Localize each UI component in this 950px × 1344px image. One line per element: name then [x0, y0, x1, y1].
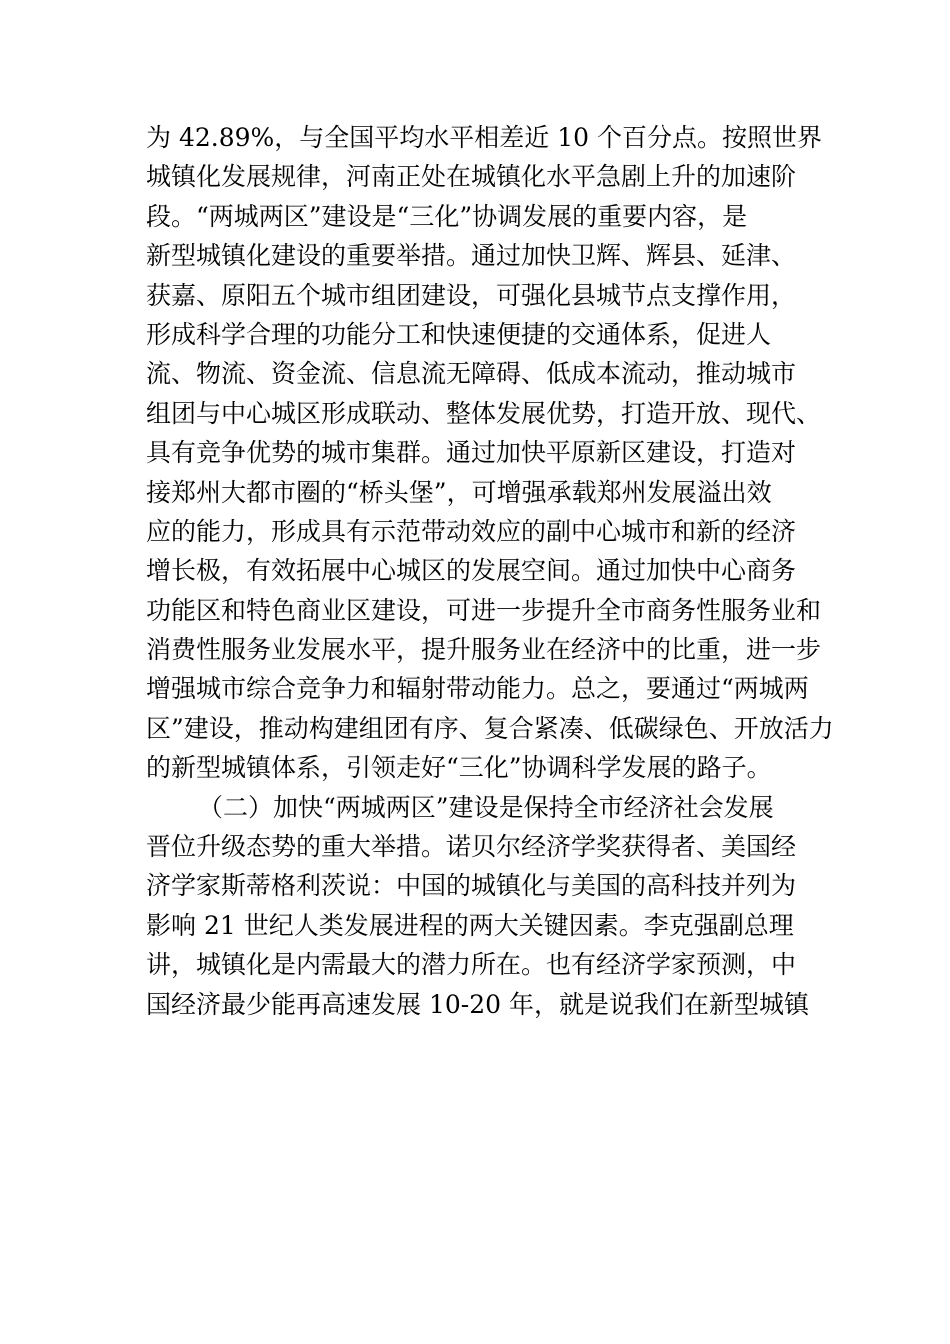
text-line: 组团与中心城区形成联动、整体发展优势，打造开放、现代、 [146, 398, 822, 428]
text-line: 消费性服务业发展水平，提升服务业在经济中的比重，进一步 [146, 635, 822, 665]
text-line: 段。“两城两区”建设是“三化”协调发展的重要内容，是 [146, 201, 748, 231]
text-line: 功能区和特色商业区建设，可进一步提升全市商务性服务业和 [146, 595, 822, 625]
text-line: 讲，城镇化是内需最大的潜力所在。也有经济学家预测，中 [146, 950, 797, 980]
text-line: 形成科学合理的功能分工和快速便捷的交通体系，促进人 [146, 319, 772, 349]
text-line: 城镇化发展规律，河南正处在城镇化水平急剧上升的加速阶 [146, 162, 797, 192]
text-line: 流、物流、资金流、信息流无障碍、低成本流动，推动城市 [146, 359, 797, 389]
text-line: 为 42.89%，与全国平均水平相差近 10 个百分点。按照世界 [146, 123, 822, 152]
text-line: 国经济最少能再高速发展 10-20 年，就是说我们在新型城镇 [146, 989, 809, 1019]
text-line: 具有竞争优势的城市集群。通过加快平原新区建设，打造对 [146, 438, 797, 468]
body-text [146, 118, 836, 1024]
text-line: 区”建设，推动构建组团有序、复合紧凑、低碳绿色、开放活力 [146, 713, 834, 743]
text-line: 增强城市综合竞争力和辐射带动能力。总之，要通过“两城两 [146, 674, 809, 704]
text-line: 济学家斯蒂格利茨说：中国的城镇化与美国的高科技并列为 [146, 871, 797, 901]
text-line: 晋位升级态势的重大举措。诺贝尔经济学奖获得者、美国经 [146, 832, 797, 862]
text-line: 接郑州大都市圈的“桥头堡”，可增强承载郑州发展溢出效 [146, 477, 772, 507]
paragraph-heading-line: （二）加快“两城两区”建设是保持全市经济社会发展 [198, 792, 774, 822]
text-line: 影响 21 世纪人类发展进程的两大关键因素。李克强副总理 [146, 910, 794, 940]
text-line: 新型城镇化建设的重要举措。通过加快卫辉、辉县、延津、 [146, 241, 797, 271]
text-line: 的新型城镇体系，引领走好“三化”协调科学发展的路子。 [146, 753, 772, 783]
text-line: 获嘉、原阳五个城市组团建设，可强化县城节点支撑作用， [146, 280, 797, 310]
text-line: 应的能力，形成具有示范带动效应的副中心城市和新的经济 [146, 516, 797, 546]
text-line: 增长极，有效拓展中心城区的发展空间。通过加快中心商务 [146, 556, 797, 586]
